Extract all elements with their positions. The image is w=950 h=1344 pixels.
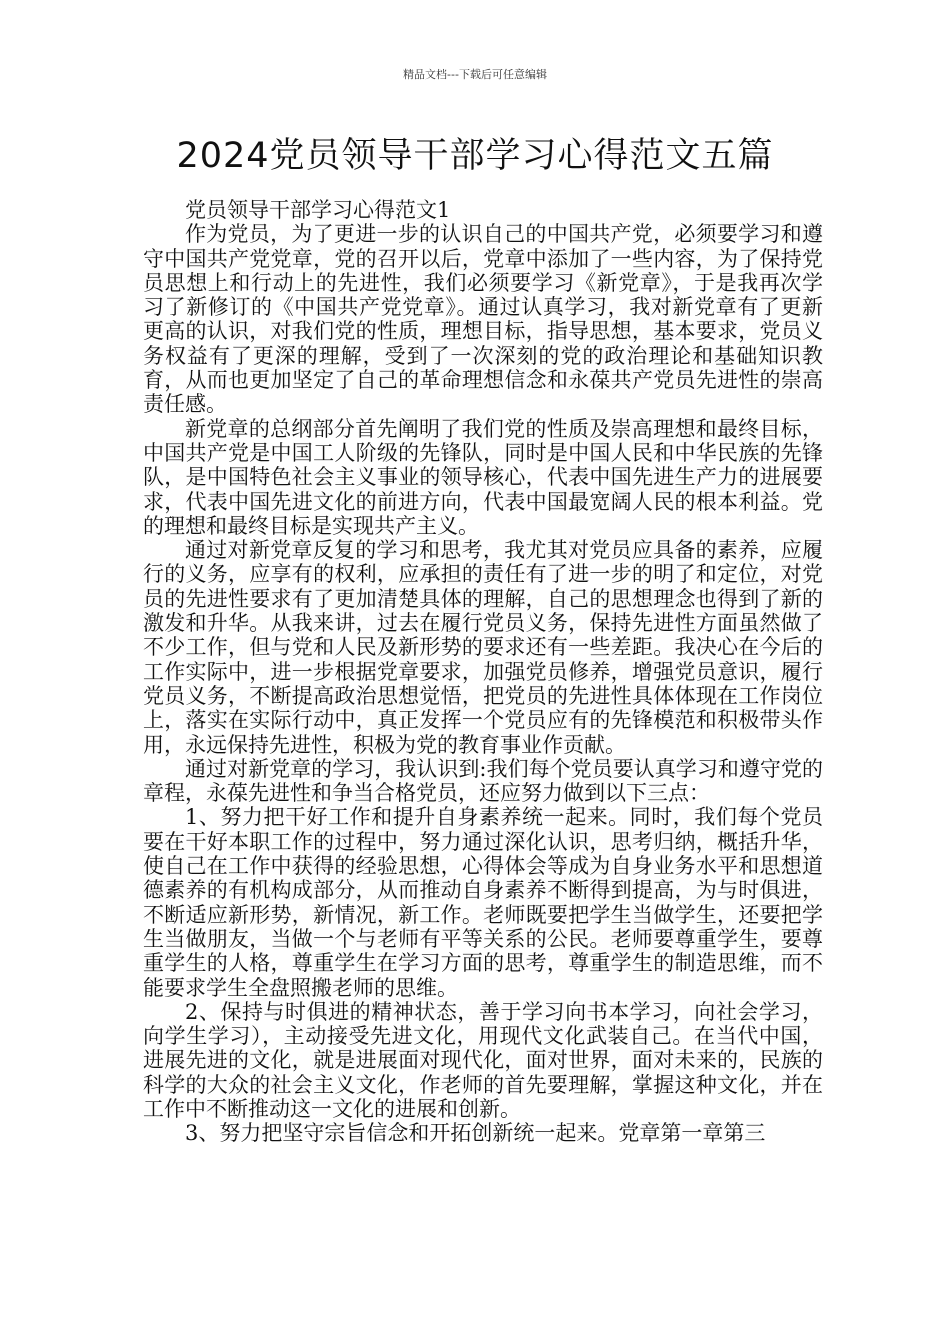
section-heading: 党员领导干部学习心得范文1 [185,198,451,222]
header-note: 精品文档---下载后可任意编辑 [403,68,547,81]
document-body [143,198,823,1146]
paragraph: 通过对新党章的学习，我认识到:我们每个党员要认真学习和遵守党的章程，永葆先进性和争当合格党员，还应努力做到以下三点： [143,756,823,806]
paragraph: 通过对新党章反复的学习和思考，我尤其对党员应具备的素养，应履行的义务，应享有的权利，应承担的责任有了进一步的明了和定位，对党员的先进性要求有了更加清楚具体的理解，自己的思想理念也得到了新的激发和升华。从我来讲，过去在履行党员义务，保持先进性方面虽然做了不少工作，但与党和人民及新形势的要求还有一些差距。我决心在今后的工作实际中，进一步根据党章要求，加强党员修养，增强党员意识，履行党员义务，不断提高政治思想觉悟，把党员的先进性具体体现在工作岗位上，落实在实际行动中，真正发挥一个党员应有的先锋模范和积极带头作用，永远保持先进性，积极为党的教育事业作贡献。 [143,538,823,757]
paragraph: 作为党员，为了更进一步的认识自己的中国共产党，必须要学习和遵守中国共产党党章，党的召开以后，党章中添加了一些内容，为了保持党员思想上和行动上的先进性，我们必须要学习《新党章》，于是我再次学习了新修订的《中国共产党党章》。通过认真学习，我对新党章有了更新更高的认识，对我们党的性质，理想目标，指导思想，基本要求，党员义务权益有了更深的理解，受到了一次深刻的党的政治理论和基础知识教育，从而也更加坚定了自己的革命理想信念和永葆共产党员先进性的崇高责任感。 [143,222,823,417]
paragraph: 3、努力把坚守宗旨信念和开拓创新统一起来。党章第一章第三 [185,1121,766,1146]
paragraph: 2、保持与时俱进的精神状态，善于学习向书本学习，向社会学习，向学生学习），主动接受先进文化，用现代文化武装自己。在当代中国，进展先进的文化，就是进展面对现代化，面对世界，面对未来的，民族的科学的大众的社会主义文化，作老师的首先要理解，掌握这种文化，并在工作中不断推动这一文化的进展和创新。 [143,999,823,1121]
document-title: 2024党员领导干部学习心得范文五篇 [176,136,774,176]
paragraph: 1、努力把干好工作和提升自身素养统一起来。同时，我们每个党员要在干好本职工作的过程中，努力通过深化认识，思考归纳，概括升华，使自己在工作中获得的经验思想，心得体会等成为自身业务水平和思想道德素养的有机构成部分，从而推动自身素养不断得到提高，为与时俱进，不断适应新形势，新情况，新工作。老师既要把学生当做学生，还要把学生当做朋友，当做一个与老师有平等关系的公民。老师要尊重学生，要尊重学生的人格，尊重学生在学习方面的思考，尊重学生的制造思维，而不能要求学生全盘照搬老师的思维。 [143,805,823,1000]
paragraph: 新党章的总纲部分首先阐明了我们党的性质及崇高理想和最终目标，中国共产党是中国工人阶级的先锋队，同时是中国人民和中华民族的先锋队，是中国特色社会主义事业的领导核心，代表中国先进生产力的进展要求，代表中国先进文化的前进方向，代表中国最宽阔人民的根本利益。党的理想和最终目标是实现共产主义。 [143,416,823,538]
